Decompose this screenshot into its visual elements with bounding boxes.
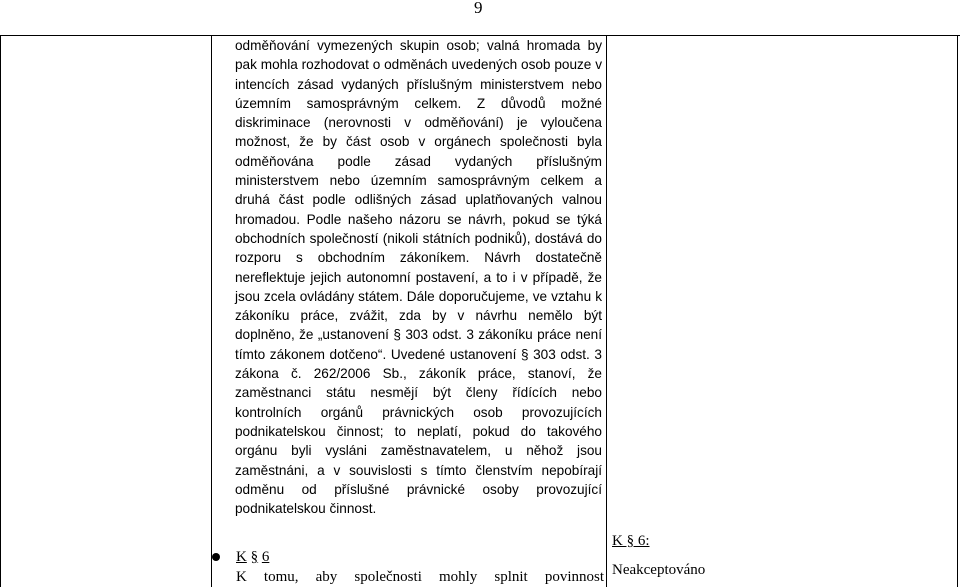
page-number: 9 bbox=[474, 0, 483, 17]
bullet-icon bbox=[212, 553, 220, 561]
resolution-value: Neakceptováno bbox=[612, 562, 706, 578]
section-heading-number: 6 bbox=[261, 549, 270, 565]
comment-paragraph: odměňování vymezených skupin osob; valná hromada by pak mohla rozhodovat o odměnách uvedených osob pouze v intencích zásad vydaných příslušným ministerstvem nebo územním samosprávným celkem. Z důvodů možné diskriminace (nerovnosti v odměňování) je vyloučena možnost, že by část osob v orgánech společnosti byla odměňována podle zásad vydaných příslušným ministerstvem nebo územním samosprávným celkem a druhá část podle odlišných zásad uplatňovaných valnou hromadou. Podle našeho názoru se návrh, pokud se týká obchodních společností (nikoli státních podniků), dostává do rozporu s obchodním zákoníkem. Návrh dostatečně nereflektuje jejich autonomní postavení, a to i v případě, že jsou zcela ovládány státem. Dále doporučujeme, ve vztahu k zákoníku práce, zvážit, zda by v návrhu nemělo být doplněno, že „ustanovení § 303 odst. 3 zákoníku práce není tímto zákonem dotčeno“. Uvedené ustanovení § 303 odst. 3 zákona č. 262/2006 Sb., zákoník práce, stanoví, že zaměstnanci státu nesmějí být členy řídících nebo kontrolních orgánů právnických osob provozujících podnikatelskou činnost; to neplatí, pokud do takového orgánu byli vysláni zaměstnavatelem, u něhož jsou zaměstnáni, a v souvislosti s tímto členstvím nepobírají odměnu od příslušné právnické osoby provozující podnikatelskou činnost. bbox=[235, 38, 602, 517]
section-heading bbox=[236, 547, 269, 567]
resolution-column bbox=[612, 531, 762, 580]
table-divider-1 bbox=[211, 35, 212, 587]
section-heading-symbol: § bbox=[250, 549, 259, 565]
section-first-line: K tomu, aby společnosti mohly splnit povinnost bbox=[236, 569, 604, 585]
table-divider-3 bbox=[957, 35, 958, 587]
table-left-border bbox=[0, 35, 1, 587]
comment-text-column bbox=[235, 36, 602, 518]
resolution-label: K § 6: bbox=[612, 533, 650, 549]
section-heading-prefix: K bbox=[236, 549, 247, 565]
table-divider-2 bbox=[606, 35, 607, 587]
